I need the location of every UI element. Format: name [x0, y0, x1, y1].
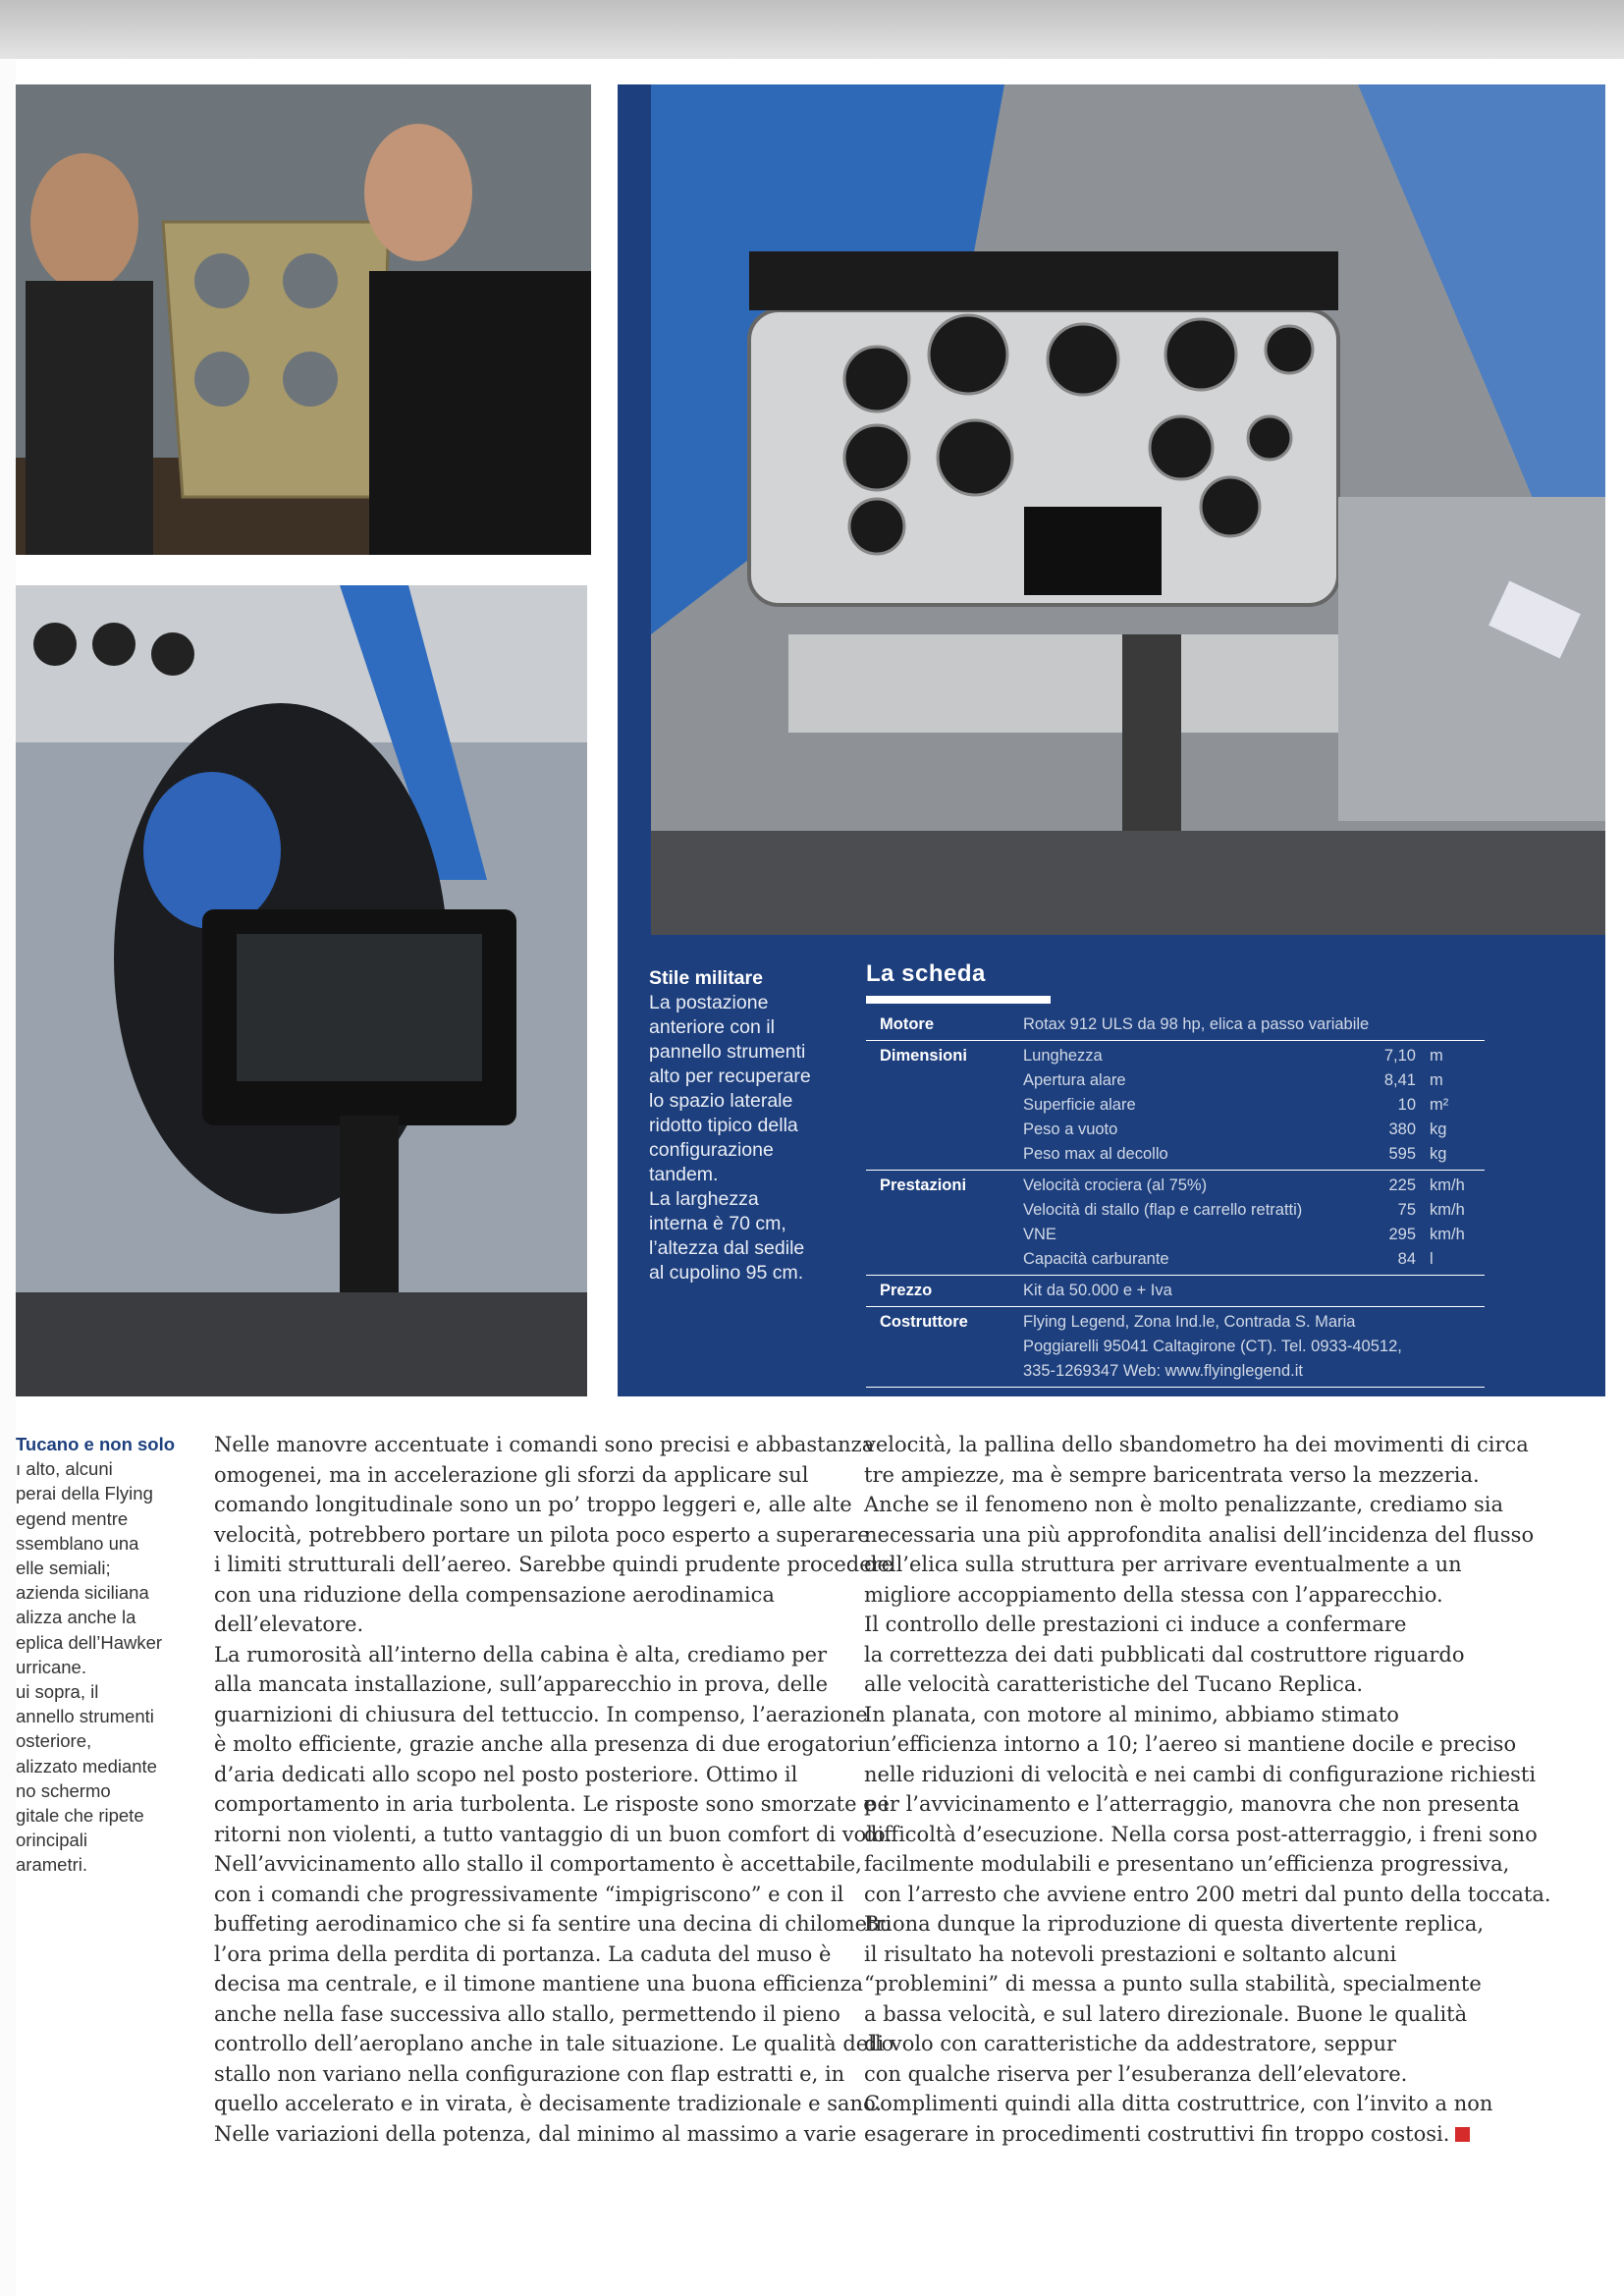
- caption-line: configurazione: [649, 1139, 774, 1161]
- caption-line: pannello strumenti: [649, 1041, 806, 1063]
- body-line: alla mancata installazione, sull’apparecchio in prova, delle: [214, 1672, 829, 1696]
- spec-item-name: Apertura alare: [1023, 1071, 1126, 1089]
- spec-item-unit: m²: [1430, 1096, 1449, 1114]
- spec-item-value: 295: [1388, 1226, 1416, 1243]
- caption-line: anteriore con il: [649, 1016, 775, 1038]
- spec-value: Rotax 912 ULS da 98 hp, elica a passo variabile: [1023, 1015, 1370, 1033]
- spec-item-value: 84: [1397, 1250, 1416, 1268]
- spec-row-prestazioni: [866, 1170, 1485, 1275]
- scan-left-border: [0, 59, 16, 2296]
- spec-label: Prestazioni: [880, 1176, 967, 1194]
- body-line: buffeting aerodinamico che si fa sentire una decina di chilometri: [214, 1912, 893, 1936]
- side-caption: [16, 1432, 192, 1878]
- spec-item-name: Velocità crociera (al 75%): [1023, 1176, 1208, 1194]
- body-line: ritorni non violenti, a tutto vantaggio di un buon comfort di volo.: [214, 1822, 892, 1846]
- body-line: a bassa velocità, e sul latero direzionale. Buone le qualità: [864, 2001, 1468, 2026]
- spec-item-name: Lunghezza: [1023, 1047, 1103, 1065]
- side-caption-line: orincipali: [16, 1830, 88, 1851]
- body-line: il risultato ha notevoli prestazioni e soltanto alcuni: [864, 1941, 1397, 1966]
- spec-item: [1023, 1068, 1485, 1093]
- spec-item-name: Peso a vuoto: [1023, 1121, 1118, 1138]
- spec-item-value: 8,41: [1383, 1071, 1416, 1089]
- body-line: la correttezza dei dati pubblicati dal costruttore riguardo: [864, 1642, 1465, 1667]
- caption-line: al cupolino 95 cm.: [649, 1262, 804, 1284]
- body-line: necessaria una più approfondita analisi dell’incidenza del flusso: [864, 1522, 1535, 1547]
- body-line: difficoltà d’esecuzione. Nella corsa post-atterraggio, i freni sono: [864, 1822, 1538, 1846]
- spec-item: [1023, 1142, 1485, 1167]
- side-caption-line: annello strumenti: [16, 1706, 154, 1727]
- spec-row-costruttore: [866, 1306, 1485, 1388]
- photo-caption: [649, 966, 850, 1285]
- spec-value-line: Flying Legend, Zona Ind.le, Contrada S. Maria: [1023, 1313, 1356, 1331]
- body-line: un’efficienza intorno a 10; l’aereo si mantiene docile e preciso: [864, 1732, 1517, 1756]
- caption-line: ridotto tipico della: [649, 1115, 798, 1136]
- spec-item-name: Superficie alare: [1023, 1096, 1136, 1114]
- spec-value-line: 335-1269347 Web: www.flyinglegend.it: [1023, 1362, 1303, 1380]
- body-line: di volo con caratteristiche da addestratore, seppur: [864, 2032, 1397, 2055]
- spec-item-value: 380: [1388, 1121, 1416, 1138]
- caption-line: interna è 70 cm,: [649, 1213, 786, 1234]
- body-line: decisa ma centrale, e il timone mantiene una buona efficienza: [214, 1972, 864, 1995]
- side-caption-line: azienda siciliana: [16, 1582, 149, 1604]
- photo-front-cockpit: [651, 84, 1605, 935]
- caption-line: tandem.: [649, 1164, 719, 1185]
- body-line: controllo dell’aeroplano anche in tale situazione. Le qualità dello: [214, 2032, 894, 2055]
- body-line: con una riduzione della compensazione aerodinamica: [214, 1582, 775, 1607]
- spec-item-unit: km/h: [1430, 1176, 1465, 1194]
- body-line: con i comandi che progressivamente “impigriscono” e con il: [214, 1882, 844, 1906]
- side-caption-line: ı alto, alcuni: [16, 1458, 113, 1480]
- photo-workshop: [16, 84, 591, 555]
- body-line: alle velocità caratteristiche del Tucano Replica.: [864, 1672, 1364, 1696]
- body-line: anche nella fase successiva allo stallo, permettendo il pieno: [214, 2001, 840, 2026]
- spec-item-value: 10: [1397, 1096, 1416, 1114]
- body-column-1: [214, 1430, 894, 2149]
- body-column-2: [864, 1430, 1551, 2149]
- body-line: dell’elica sulla struttura per arrivare eventualmente a un: [864, 1553, 1462, 1576]
- body-line: Anche se il fenomeno non è molto penalizzante, crediamo sia: [864, 1493, 1504, 1516]
- spec-item-unit: m: [1430, 1071, 1443, 1089]
- caption-title: Stile militare: [649, 967, 763, 989]
- side-caption-line: ui sopra, il: [16, 1681, 99, 1703]
- spec-item-unit: km/h: [1430, 1226, 1465, 1243]
- body-line: nelle riduzioni di velocità e nei cambi di configurazione richiesti: [864, 1762, 1537, 1786]
- spec-item: [1023, 1247, 1485, 1272]
- spec-item-unit: l: [1430, 1250, 1434, 1268]
- body-line-last: [864, 2119, 1492, 2150]
- spec-item: [1023, 1223, 1485, 1247]
- body-line: omogenei, ma in accelerazione gli sforzi da applicare sul: [214, 1462, 809, 1487]
- body-line: con l’arresto che avviene entro 200 metri dal punto della toccata.: [864, 1882, 1551, 1906]
- spec-item-value: 225: [1388, 1176, 1416, 1194]
- spec-item-unit: kg: [1430, 1121, 1447, 1138]
- body-line: tre ampiezze, ma è sempre baricentrata verso la mezzeria.: [864, 1462, 1480, 1487]
- workshop-illustration: [16, 84, 591, 555]
- side-caption-line: osteriore,: [16, 1730, 92, 1752]
- spec-sheet: [866, 960, 1485, 1388]
- spec-item: [1023, 1198, 1485, 1223]
- caption-line: La larghezza: [649, 1188, 759, 1210]
- side-caption-title: Tucano e non solo: [16, 1434, 176, 1454]
- front-cockpit-illustration: [651, 84, 1605, 935]
- side-caption-line: urricane.: [16, 1656, 86, 1677]
- spec-item-unit: kg: [1430, 1145, 1447, 1163]
- body-line: Nell’avvicinamento allo stallo il comportamento è accettabile,: [214, 1852, 862, 1876]
- side-caption-line: alizza anche la: [16, 1607, 136, 1628]
- body-line: Nelle variazioni della potenza, dal minimo al massimo a varie: [214, 2121, 857, 2146]
- side-caption-line: alizzato mediante: [16, 1755, 157, 1777]
- body-line: i limiti strutturali dell’aereo. Sarebbe quindi prudente procedere: [214, 1553, 894, 1576]
- side-caption-line: elle semiali;: [16, 1558, 111, 1579]
- side-caption-line: egend mentre: [16, 1507, 129, 1529]
- blue-strip: [618, 84, 651, 935]
- spec-item: [1023, 1044, 1485, 1068]
- spec-item: [1023, 1093, 1485, 1118]
- body-line: velocità, la pallina dello sbandometro ha dei movimenti di circa: [864, 1433, 1529, 1456]
- body-line: quello accelerato e in virata, è decisamente tradizionale e sano.: [214, 2092, 883, 2115]
- side-caption-line: ssemblano una: [16, 1532, 139, 1554]
- body-line: La rumorosità all’interno della cabina è alta, crediamo per: [214, 1642, 828, 1667]
- spec-row-motore: [866, 1010, 1485, 1040]
- spec-item-name: Capacità carburante: [1023, 1250, 1169, 1268]
- body-line: migliore accoppiamento della stessa con l’apparecchio.: [864, 1582, 1443, 1607]
- body-line: esagerare in procedimenti costruttivi fin troppo costosi.: [864, 2121, 1450, 2146]
- rear-cockpit-illustration: [16, 585, 587, 1396]
- body-line: Nelle manovre accentuate i comandi sono precisi e abbastanza: [214, 1433, 875, 1456]
- body-line: “problemini” di messa a punto sulla stabilità, specialmente: [864, 1972, 1482, 1995]
- body-line: velocità, potrebbero portare un pilota poco esperto a superare: [214, 1522, 870, 1547]
- body-line: In planata, con motore al minimo, abbiamo stimato: [864, 1702, 1399, 1726]
- side-caption-line: arametri.: [16, 1854, 87, 1876]
- side-caption-line: gitale che ripete: [16, 1805, 144, 1827]
- body-line: è molto efficiente, grazie anche alla presenza di due erogatori: [214, 1732, 865, 1756]
- body-line: dell’elevatore.: [214, 1613, 364, 1636]
- spec-item-value: 75: [1397, 1201, 1416, 1219]
- spec-row-prezzo: [866, 1275, 1485, 1306]
- body-line: con qualche riserva per l’esuberanza dell’elevatore.: [864, 2061, 1408, 2086]
- body-line: facilmente modulabili e presentano un’efficienza progressiva,: [864, 1852, 1510, 1876]
- body-line: guarnizioni di chiusura del tettuccio. In compenso, l’aerazione: [214, 1702, 868, 1726]
- caption-line: alto per recuperare: [649, 1066, 811, 1087]
- spec-item: [1023, 1174, 1485, 1198]
- spec-item: [1023, 1118, 1485, 1142]
- body-line: Complimenti quindi alla ditta costruttrice, con l’invito a non: [864, 2092, 1493, 2115]
- body-line: Il controllo delle prestazioni ci induce a confermare: [864, 1613, 1407, 1636]
- spec-row-dimensioni: [866, 1040, 1485, 1170]
- spec-item-unit: m: [1430, 1047, 1443, 1065]
- body-line: stallo non variano nella configurazione con flap estratti e, in: [214, 2061, 845, 2086]
- spec-sheet-title: La scheda: [866, 960, 986, 987]
- side-caption-line: no schermo: [16, 1779, 111, 1801]
- caption-line: lo spazio laterale: [649, 1090, 793, 1112]
- spec-label: Costruttore: [880, 1313, 968, 1331]
- side-caption-line: eplica dell’Hawker: [16, 1631, 163, 1653]
- spec-label: Prezzo: [880, 1282, 933, 1299]
- spec-item-value: 595: [1388, 1145, 1416, 1163]
- spec-item-name: Peso max al decollo: [1023, 1145, 1168, 1163]
- spec-item-unit: km/h: [1430, 1201, 1465, 1219]
- caption-line: l’altezza dal sedile: [649, 1237, 805, 1259]
- body-line: comportamento in aria turbolenta. Le risposte sono smorzate e i: [214, 1792, 890, 1816]
- side-caption-line: perai della Flying: [16, 1483, 153, 1504]
- body-line: per l’avvicinamento e l’atterraggio, manovra che non presenta: [864, 1792, 1520, 1816]
- spec-item-name: VNE: [1023, 1226, 1056, 1243]
- title-underline: [866, 996, 1051, 1004]
- end-of-article-icon: [1455, 2127, 1470, 2142]
- body-line: d’aria dedicati allo scopo nel posto posteriore. Ottimo il: [214, 1762, 798, 1786]
- body-line: comando longitudinale sono un po’ troppo leggeri e, alle alte: [214, 1493, 852, 1516]
- spec-label: Dimensioni: [880, 1047, 967, 1065]
- body-line: l’ora prima della perdita di portanza. La caduta del muso è: [214, 1941, 832, 1966]
- body-line: Buona dunque la riproduzione di questa divertente replica,: [864, 1912, 1485, 1936]
- photo-rear-cockpit: [16, 585, 587, 1396]
- spec-label: Motore: [880, 1015, 934, 1033]
- spec-item-name: Velocità di stallo (flap e carrello retratti): [1023, 1201, 1303, 1219]
- scan-top-border: [0, 0, 1624, 59]
- caption-line: La postazione: [649, 992, 769, 1013]
- spec-value: Kit da 50.000 e + Iva: [1023, 1282, 1172, 1299]
- spec-item-value: 7,10: [1383, 1047, 1416, 1065]
- spec-value-line: Poggiarelli 95041 Caltagirone (CT). Tel. 0933-40512,: [1023, 1338, 1402, 1355]
